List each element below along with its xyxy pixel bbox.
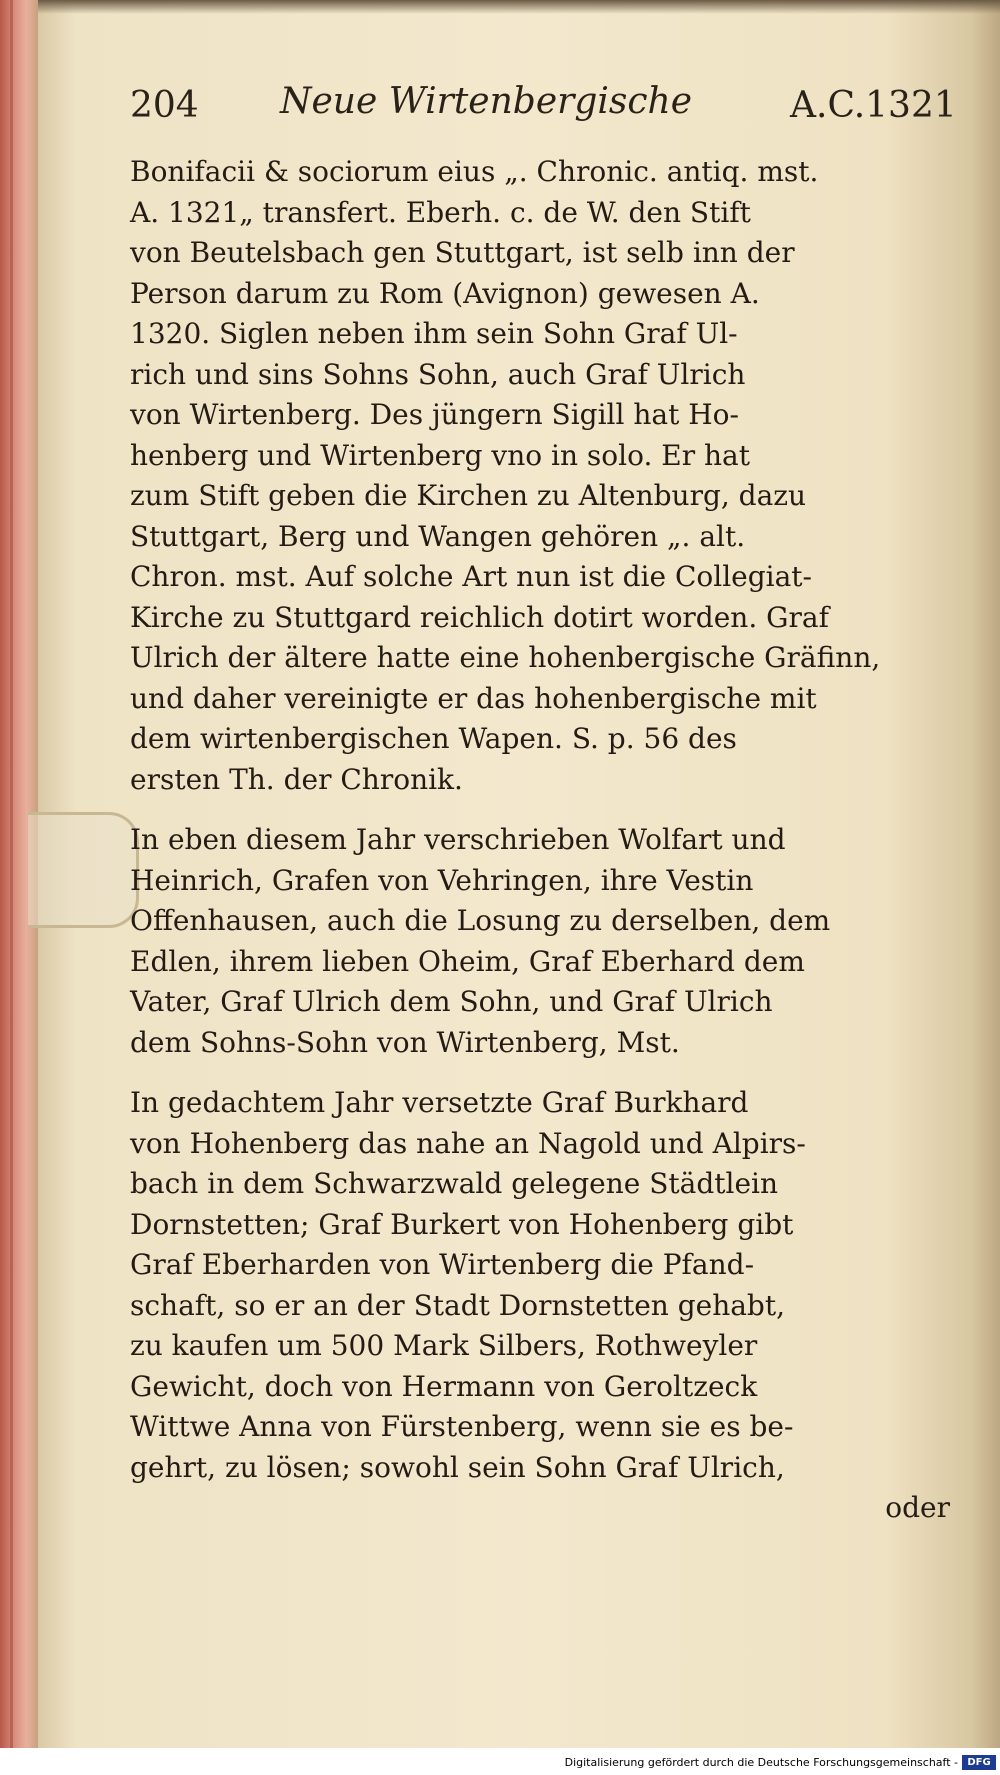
text-line: 1320. Siglen neben ihm sein Sohn Graf Ul- [130, 317, 738, 350]
year-marker: A.C.1321 [790, 85, 957, 126]
digitization-credit: Digitalisierung gefördert durch die Deutsche Forschungsgemeinschaft - [564, 1756, 958, 1769]
text-line: dem wirtenbergischen Wapen. S. p. 56 des [130, 722, 737, 755]
running-header [130, 75, 970, 135]
text-line: dem Sohns-Sohn von Wirtenberg, Mst. [130, 1025, 680, 1059]
paragraph-2 [130, 820, 970, 1063]
text-line: und daher vereinigte er das hohenbergische mit [130, 681, 817, 715]
text-line: von Wirtenberg. Des jüngern Sigill hat Ho- [130, 398, 739, 431]
text-line: In gedachtem Jahr versetzte Graf Burkhard [130, 1086, 749, 1119]
footer-bar [0, 1748, 1000, 1775]
text-line: Graf Eberharden von Wirtenberg die Pfand- [130, 1248, 755, 1281]
text-line: schaft, so er an der Stadt Dornstetten gehabt, [130, 1288, 786, 1322]
text-line: Vater, Graf Ulrich dem Sohn, und Graf Ulrich [130, 985, 773, 1018]
text-line: von Hohenberg das nahe an Nagold und Alpirs- [130, 1126, 806, 1160]
text-line: ersten Th. der Chronik. [130, 762, 463, 796]
catchword: oder [885, 1491, 950, 1524]
paragraph-1 [130, 152, 970, 800]
text-line: Heinrich, Grafen von Vehringen, ihre Vestin [130, 863, 754, 897]
dfg-logo-icon: DFG [962, 1755, 996, 1770]
text-line: bach in dem Schwarzwald gelegene Städtlein [130, 1167, 779, 1200]
text-line: rich und sins Sohns Sohn, auch Graf Ulrich [130, 357, 746, 391]
text-line: Gewicht, doch von Hermann von Geroltzeck [130, 1369, 758, 1403]
text-line: Person darum zu Rom (Avignon) gewesen A. [130, 276, 760, 310]
paragraph-3 [130, 1083, 970, 1529]
text-line: Wittwe Anna von Fürstenberg, wenn sie es be- [130, 1410, 794, 1443]
text-line: zu kaufen um 500 Mark Silbers, Rothweyler [130, 1329, 758, 1362]
paragraph-gap [130, 1063, 970, 1083]
running-title: Neue Wirtenbergische [280, 81, 693, 122]
paragraph-gap [130, 800, 970, 820]
text-line: Edlen, ihrem lieben Oheim, Graf Eberhard dem [130, 944, 805, 978]
text-line: Offenhausen, auch die Losung zu derselben, dem [130, 904, 831, 937]
text-line: Kirche zu Stuttgard reichlich dotirt worden. Graf [130, 600, 829, 634]
text-line: henberg und Wirtenberg vno in solo. Er hat [130, 438, 750, 472]
text-line: Chron. mst. Auf solche Art nun ist die Collegiat- [130, 560, 813, 593]
top-shadow [38, 0, 1000, 14]
page-number: 204 [130, 85, 199, 126]
text-line: In eben diesem Jahr verschrieben Wolfart und [130, 823, 786, 856]
text-line: Dornstetten; Graf Burkert von Hohenberg gibt [130, 1207, 794, 1241]
body-text [130, 152, 970, 1529]
text-line: Stuttgart, Berg und Wangen gehören „. alt. [130, 519, 746, 553]
text-line: Ulrich der ältere hatte eine hohenbergische Gräfinn, [130, 641, 881, 674]
text-line: zum Stift geben die Kirchen zu Altenburg, dazu [130, 479, 807, 512]
text-line: gehrt, zu lösen; sowohl sein Sohn Graf Ulrich, [130, 1450, 785, 1484]
text-line: von Beutelsbach gen Stuttgart, ist selb inn der [130, 236, 795, 269]
text-line: Bonifacii & sociorum eius „. Chronic. antiq. mst. [130, 155, 819, 188]
text-line: A. 1321„ transfert. Eberh. c. de W. den Stift [130, 195, 751, 229]
bookmark-tab [28, 812, 139, 928]
